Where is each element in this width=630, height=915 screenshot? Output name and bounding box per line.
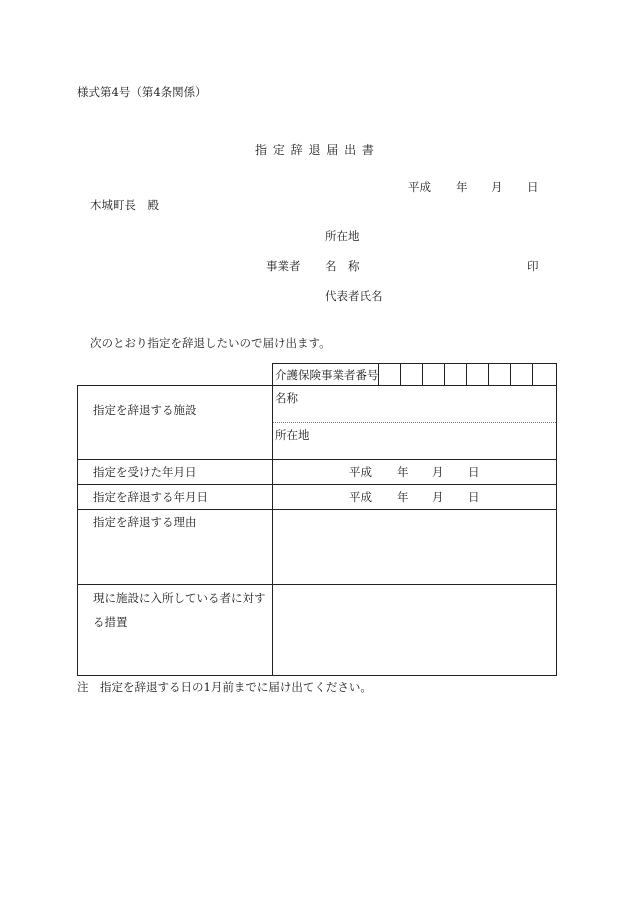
- date-era: 平成: [408, 180, 431, 194]
- received-date-year: 年: [397, 465, 409, 479]
- dotted-separator: [273, 422, 556, 423]
- reason-label: 指定を辞退する理由: [93, 515, 197, 529]
- table-border: [77, 675, 557, 676]
- measures-label-line1: 現に施設に入所している者に対す: [93, 591, 266, 605]
- date-month: 月: [491, 180, 503, 194]
- facility-label: 指定を辞退する施設: [93, 403, 197, 417]
- footnote: 注 指定を辞退する日の1月前までに届け出てください。: [77, 680, 372, 694]
- number-box-divider: [400, 363, 401, 386]
- date-day: 日: [527, 180, 539, 194]
- received-date-day: 日: [468, 465, 480, 479]
- date-year: 年: [456, 180, 468, 194]
- withdraw-date-month: 月: [432, 490, 444, 504]
- number-box-divider: [510, 363, 511, 386]
- applicant-business-label: 事業者: [266, 259, 301, 273]
- intro-text: 次のとおり指定を辞退したいので届け出ます。: [90, 336, 331, 350]
- table-border: [77, 385, 78, 676]
- table-border: [272, 363, 557, 364]
- addressee: 木城町長 殿: [90, 198, 159, 212]
- table-border: [77, 385, 557, 386]
- table-border: [77, 509, 557, 510]
- number-box-divider: [466, 363, 467, 386]
- withdraw-date-label: 指定を辞退する年月日: [93, 490, 208, 504]
- received-date-month: 月: [432, 465, 444, 479]
- received-date-label: 指定を受けた年月日: [93, 465, 197, 479]
- table-border: [272, 363, 273, 676]
- table-border: [556, 363, 557, 676]
- table-border: [77, 484, 557, 485]
- facility-name-label: 名称: [275, 391, 298, 405]
- form-table: [77, 363, 557, 676]
- insurance-number-label: 介護保険事業者番号: [275, 368, 379, 382]
- representative-label: 代表者氏名: [325, 289, 383, 303]
- facility-address-label: 所在地: [275, 428, 310, 442]
- withdraw-date-year: 年: [397, 490, 409, 504]
- number-box-divider: [444, 363, 445, 386]
- table-border: [77, 584, 557, 585]
- table-border: [77, 459, 557, 460]
- applicant-address-label: 所在地: [325, 229, 360, 243]
- received-date-era: 平成: [349, 465, 372, 479]
- applicant-name-label: 名 称: [325, 259, 360, 273]
- number-box-divider: [422, 363, 423, 386]
- number-box-divider: [488, 363, 489, 386]
- seal-mark: 印: [527, 259, 539, 273]
- form-number: 様式第4号（第4条関係）: [77, 85, 207, 99]
- document-title: 指 定 辞 退 届 出 書: [255, 143, 375, 157]
- withdraw-date-era: 平成: [349, 490, 372, 504]
- withdraw-date-day: 日: [468, 490, 480, 504]
- measures-label-line2: る措置: [93, 615, 128, 629]
- number-box-divider: [532, 363, 533, 386]
